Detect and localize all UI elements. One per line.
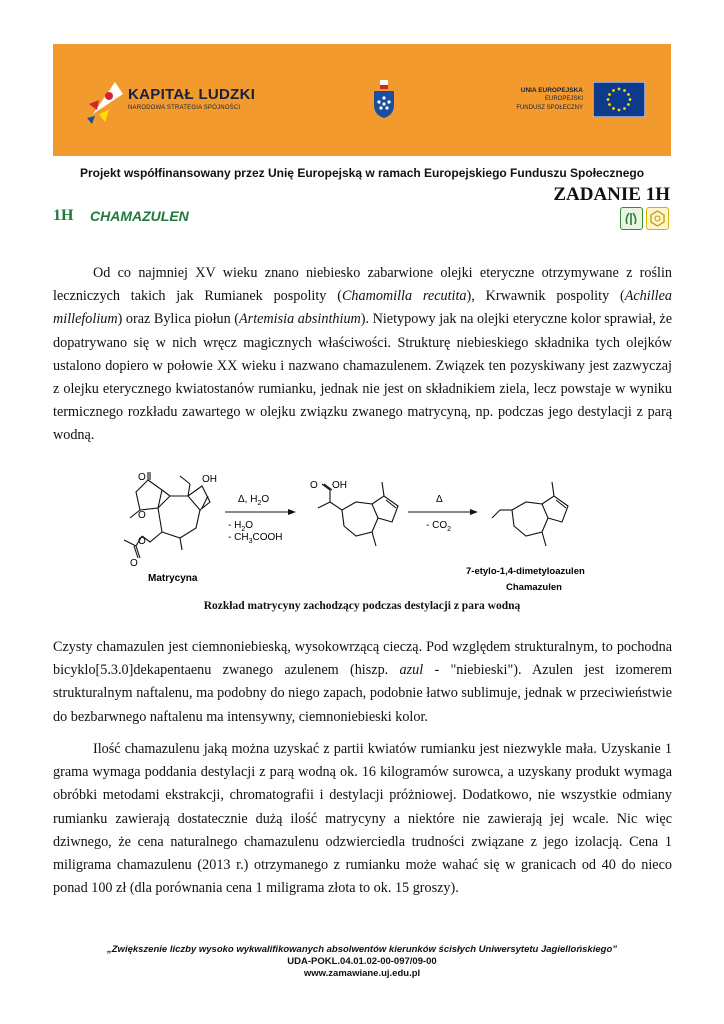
step1-loss-water: - $H_2O$ <box>228 520 254 533</box>
footer-project-title: „Zwiększenie liczby wysoko wykwalifikowanych absolwentów kierunków ścisłych Uniwersytetu Jagiellońskiego” <box>107 944 617 955</box>
atom-o-acid: O <box>310 480 318 491</box>
footer-project-code: UDA-POKL.04.01.02-00-097/09-00 <box>287 956 437 967</box>
p1-text-1: Od co najmniej XV wieku znano niebiesko zabarwione olejki eteryczne otrzymywane z roślin leczniczych takich jak Rumianek pospolity ( <box>53 265 672 305</box>
product-iupac-name: 7-etylo-1,4-dimetyloazulen <box>466 566 585 577</box>
paragraph-structure <box>53 636 672 729</box>
chamazulene-structure <box>492 482 568 546</box>
p2-text-1: Czysty chamazulen jest ciemnoniebieską, wysokowrzącą cieczą. Pod względem strukturalnym, to pochodna bicyklo[5.3.0]dekapentaenu zwanego azulenem (hiszp. <box>53 639 672 679</box>
step2-loss-co2: - $CO_2$ <box>426 520 452 533</box>
footer <box>0 944 724 980</box>
intermediate-acid-structure <box>318 482 398 546</box>
poland-emblem-icon <box>371 80 397 120</box>
task-title: CHAMAZULEN <box>90 208 189 224</box>
paragraph-yield <box>53 738 672 900</box>
step2-heat: Δ <box>436 494 443 505</box>
atom-oh-matrycyna: OH <box>202 474 217 485</box>
p2-word-azul: azul <box>399 662 424 679</box>
atom-o-ring: O <box>138 510 146 521</box>
logo-subtitle: NARODOWA STRATEGIA SPÓJNOŚCI <box>128 105 241 111</box>
footer-url: www.zamawiane.uj.edu.pl <box>303 968 421 979</box>
paragraph-intro <box>53 262 672 448</box>
p3-text: Ilość chamazulenu jaką można uzyskać z partii kwiatów rumianku jest niezwykle mała. Uzyskanie 1 grama wymaga poddania destylacji z parą wodną ok. 16 kilogramów surowca, a uzyskany produkt wymaga obróbki metodami ekstrakcji, chromatografii i destylacji próżniowej. Dodatkowo, nie wszystkie odmiany rumianku zawierają dostatecznie dużą ilość matrycyny a niektóre nie zawierają jej wcale. Nic więc dziwnego, że cena naturalnego chamazulenu odzwierciedla trudności związane z jego izolacją. Cena 1 miligrama chamazulenu (2013 r.) otrzymanego z rumianku może wahać się w granicach od 40 do nieco ponad 100 zł (dla porównania cena 1 miligrama złota to ok. 15 groszy). <box>53 741 672 897</box>
p1-text-4: ). Nietypowy jak na olejki eteryczne kolor sprawiał, że dopatrywano się w nich wręcz magicznych właściwości. Strukturę niebieskiego składnika tych olejków ustalono dopiero w połowie XX wieku i nazwano chamazulenem. Związek ten pozyskiwany jest zazwyczaj z olejku eterycznego kwiatostanów rumianku, jednak nie jest on składnikiem ziela, lecz powstaje w wyniku termicznego rozkładu zawartego w olejku związku zwanego matrycyną, np. podczas jego destylacji z parą wodną. <box>53 311 673 444</box>
atom-o-carbonyl: O <box>138 472 146 483</box>
reaction-arrow-2-head <box>470 509 478 515</box>
step1-conditions: Δ, $H_2O$ <box>238 494 270 507</box>
cofinancing-note: Projekt współfinansowany przez Unię Europejską w ramach Europejskiego Funduszu Społecznego <box>79 166 645 180</box>
task-label: ZADANIE 1H <box>553 184 670 205</box>
logo-title: KAPITAŁ LUDZKI <box>128 86 256 103</box>
step1-loss-acetic-acid: - $CH_3COOH$ <box>228 532 283 545</box>
label-matrycyna: Matrycyna <box>148 573 198 584</box>
task-id: 1H <box>53 207 74 224</box>
eu-line-1: UNIA EUROPEJSKA <box>520 87 583 94</box>
p1-text-2: ), Krwawnik pospolity ( <box>466 288 625 305</box>
p1-species-1: Chamomilla recutita <box>341 288 467 305</box>
eu-line-3: FUNDUSZ SPOŁECZNY <box>516 105 583 111</box>
biology-icon <box>620 207 643 230</box>
matrycyna-structure <box>124 472 210 558</box>
header-banner <box>53 44 671 156</box>
eu-text <box>516 86 583 113</box>
reaction-scheme <box>110 466 630 601</box>
product-common-name: Chamazulen <box>506 582 562 593</box>
p1-species-3: Artemisia absinthium <box>239 311 361 328</box>
chemistry-icon <box>646 207 669 230</box>
p1-text-3: ) oraz Bylica piołun ( <box>117 311 239 328</box>
atom-o-acetyl: O <box>130 558 138 569</box>
atom-o-ester: O <box>138 536 146 547</box>
p2-text-2: - "niebieski"). Azulen jest izomerem strukturalnym naftalenu, ma podobny do niego zapach, podobnie łatwo sublimuje, jednak w przeciwieństwie do bezbarwnego naftalenu ma intensywny, ciemnoniebieski kolor. <box>53 662 672 725</box>
eu-line-2: EUROPEJSKI <box>544 96 583 102</box>
eu-flag-icon <box>593 82 645 117</box>
p1-species-2: Achillea millefolium <box>53 288 672 328</box>
scheme-caption: Rozkład matrycyny zachodzący podczas destylacji z para wodną <box>203 600 521 612</box>
reaction-arrow-1-head <box>288 509 296 515</box>
atom-oh-acid: OH <box>332 480 347 491</box>
